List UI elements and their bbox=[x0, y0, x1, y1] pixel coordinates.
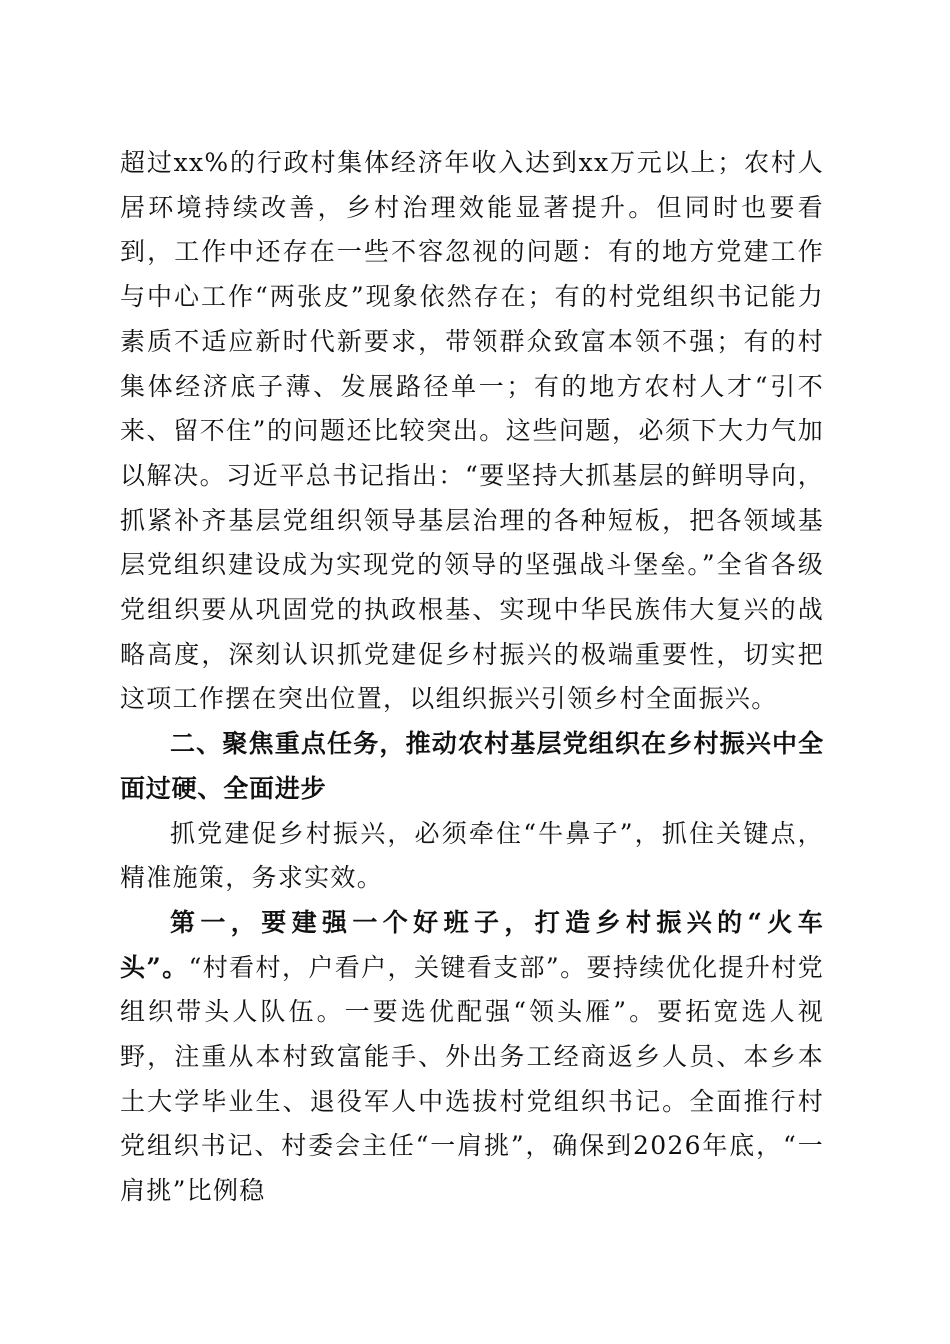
body-paragraph: 抓党建促乡村振兴，必须牵住“牛鼻子”，抓住关键点，精准施策，务求实效。 bbox=[120, 818, 824, 893]
document-body bbox=[120, 141, 824, 1214]
section-heading: 二、聚焦重点任务，推动农村基层党组织在乡村振兴中全面过硬、全面进步 bbox=[120, 729, 824, 803]
body-paragraph bbox=[120, 901, 824, 1214]
paragraph-lead: 第一，要建强一个好班子，打造乡村振兴的“火车头”。 bbox=[120, 907, 824, 982]
paragraph-text: “村看村，户看户，关键看支部”。要持续优化提升村党组织带头人队伍。一要选优配强“领头雁”。要拓宽选人视野，注重从本村致富能手、外出务工经商返乡人员、本乡本土大学毕业生、退役军人中选拔村党组织书记。全面推行村党组织书记、村委会主任“一肩挑”，确保到2026年底，“一肩挑”比例稳 bbox=[120, 952, 824, 1206]
body-paragraph: 超过xx%的行政村集体经济年收入达到xx万元以上；农村人居环境持续改善，乡村治理效能显著提升。但同时也要看到，工作中还存在一些不容忽视的问题：有的地方党建工作与中心工作“两张皮”现象依然存在；有的村党组织书记能力素质不适应新时代新要求，带领群众致富本领不强；有的村集体经济底子薄、发展路径单一；有的地方农村人才“引不来、留不住”的问题还比较突出。这些问题，必须下大力气加以解决。习近平总书记指出：“要坚持大抓基层的鲜明导向，抓紧补齐基层党组织领导基层治理的各种短板，把各领域基层党组织建设成为实现党的领导的坚强战斗堡垒。”全省各级党组织要从巩固党的执政根基、实现中华民族伟大复兴的战略高度，深刻认识抓党建促乡村振兴的极端重要性，切实把这项工作摆在突出位置，以组织振兴引领乡村全面振兴。 bbox=[120, 148, 824, 714]
